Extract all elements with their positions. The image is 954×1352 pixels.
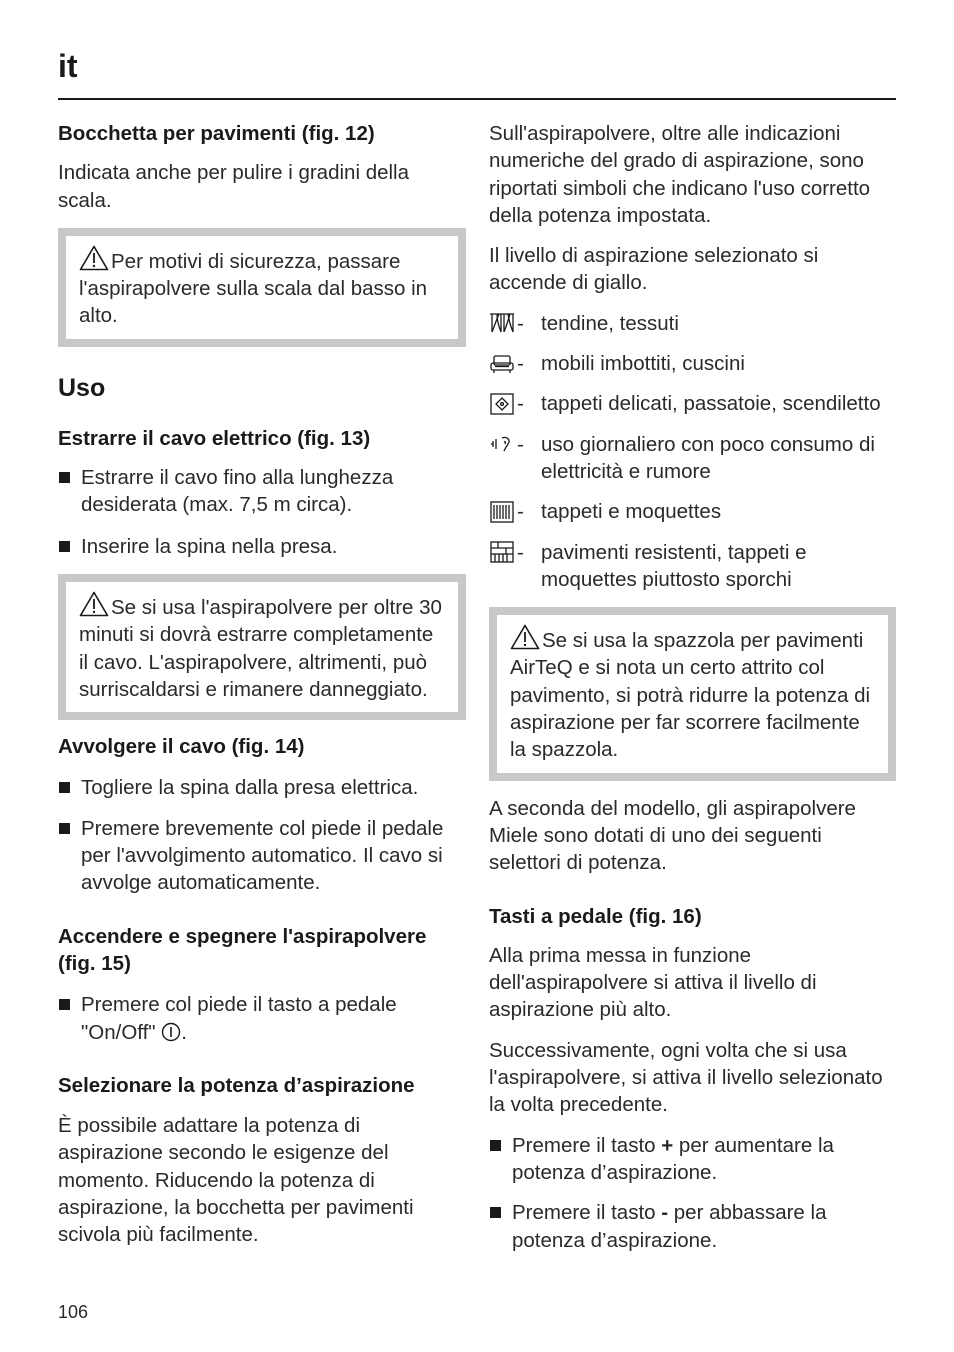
list-item: - uso giornaliero con poco consumo di elettricità e rumore (489, 431, 896, 486)
language-code: it (58, 48, 78, 84)
level-lights-text: Il livello di aspirazione selezionato si accende di giallo. (489, 244, 819, 295)
list-item: - mobili imbottiti, cuscini (489, 350, 896, 377)
warning-triangle-icon (79, 245, 109, 271)
list-item: Premere il tasto - per abbassare la potenza d’aspirazione. (489, 1199, 896, 1254)
bullet-square-icon (59, 999, 70, 1010)
list-item: Premere brevemente col piede il pedale per l'avvolgimento automatico. Il cavo si avvolge automaticamente. (58, 815, 466, 897)
list-item: - tappeti e moquettes (489, 498, 896, 525)
list-item: - pavimenti resistenti, tappeti e moquettes piuttosto sporchi (489, 539, 896, 594)
warning-box-airteq (489, 607, 896, 780)
bullet-square-icon (59, 541, 70, 552)
floor-nozzle-text: Indicata anche per pulire i gradini della scala. (58, 161, 410, 212)
list-item: Togliere la spina dalla presa elettrica. (58, 774, 466, 801)
upholstery-icon (489, 350, 517, 377)
pedal-keys-text-2: Successivamente, ogni volta che si usa l'aspirapolvere, si attiva il livello selezionato la volta precedente. (489, 1038, 883, 1117)
list-item: Inserire la spina nella presa. (58, 533, 466, 560)
hard-floor-icon (489, 539, 517, 566)
warning-text-stairs: Per motivi di sicurezza, passare l'aspirapolvere sulla scala dal basso in alto. (79, 249, 428, 328)
left-column (58, 120, 466, 1249)
delicate-rug-icon (489, 390, 517, 417)
bullet-square-icon (490, 1140, 501, 1151)
warning-text-cable: Se si usa l'aspirapolvere per oltre 30 minuti si dovrà estrarre completamente il cavo. L'aspirapolvere, altrimenti, può surriscaldarsi e rimanere danneggiato. (79, 595, 442, 701)
section-title-select-power: Selezionare la potenza d’aspirazione (58, 1073, 415, 1097)
page-number: 106 (58, 1302, 89, 1322)
curtains-icon (489, 310, 517, 337)
header-rule (58, 98, 896, 100)
power-switch-icon (161, 1022, 181, 1042)
minus-key-label: - (661, 1201, 669, 1225)
eco-quiet-icon (489, 431, 517, 458)
plus-key-label: + (661, 1133, 674, 1157)
list-item: - tappeti delicati, passatoie, scendiletto (489, 390, 896, 417)
pedal-keys-text-1: Alla prima messa in funzione dell'aspirapolvere si attiva il livello di aspirazione più alto. (489, 943, 817, 1022)
section-title-on-off: Accendere e spegnere l'aspirapolvere (fig. 15) (58, 924, 427, 975)
select-power-text: È possibile adattare la potenza di aspirazione secondo le esigenze del momento. Riducendo la potenza di aspirazione, la bocchetta per pavimenti scivola più facilmente. (58, 1114, 414, 1247)
warning-text-airteq: Se si usa la spazzola per pavimenti AirTeQ e si nota un certo attrito col pavimento, si potrà ridurre la potenza di aspirazione per far scorrere facilmente la spazzola. (510, 629, 871, 762)
section-title-rewind-cable: Avvolgere il cavo (fig. 14) (58, 735, 305, 759)
bullet-square-icon (59, 823, 70, 834)
list-item: Premere il tasto + per aumentare la potenza d’aspirazione. (489, 1132, 896, 1187)
section-title-extract-cable: Estrarre il cavo elettrico (fig. 13) (58, 426, 371, 450)
models-text: A seconda del modello, gli aspirapolvere Miele sono dotati di uno dei seguenti selettori di potenza. (489, 796, 856, 875)
warning-box-stairs (58, 228, 466, 347)
bullet-square-icon (59, 782, 70, 793)
section-title-uso: Uso (58, 373, 106, 402)
bullet-square-icon (59, 472, 70, 483)
carpet-icon (489, 498, 517, 525)
list-item: - tendine, tessuti (489, 310, 896, 337)
symbols-intro-text: Sull'aspirapolvere, oltre alle indicazioni numeriche del grado di aspirazione, sono riportati simboli che indicano l'uso corretto della potenza impostata. (489, 122, 871, 227)
warning-triangle-icon (79, 591, 109, 617)
warning-box-cable (58, 574, 466, 720)
list-item: Premere col piede il tasto a pedale "On/Off" . (58, 991, 466, 1046)
section-title-pedal-keys: Tasti a pedale (fig. 16) (489, 904, 702, 928)
right-column (489, 120, 896, 1254)
list-item: Estrarre il cavo fino alla lunghezza desiderata (max. 7,5 m circa). (58, 464, 466, 519)
warning-triangle-icon (510, 624, 540, 650)
section-title-floor-nozzle: Bocchetta per pavimenti (fig. 12) (58, 122, 375, 145)
bullet-square-icon (490, 1207, 501, 1218)
